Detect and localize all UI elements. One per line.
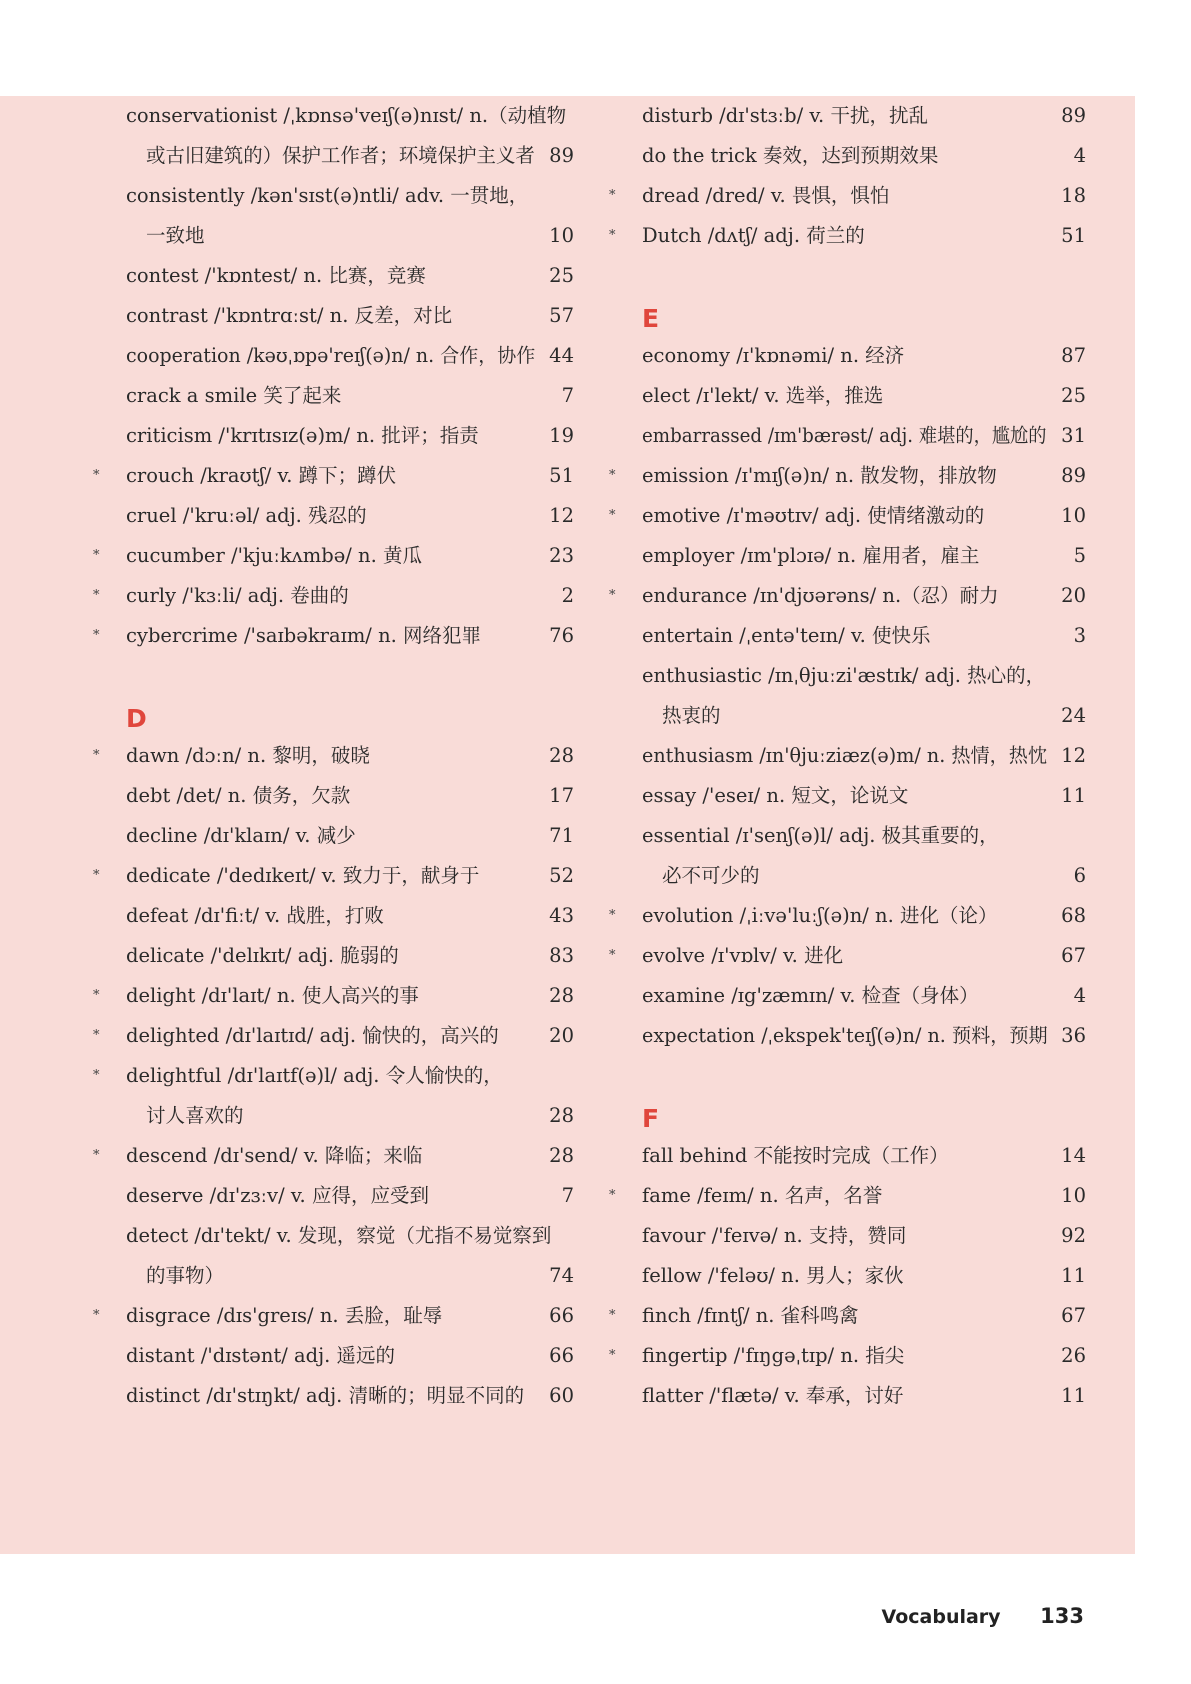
vocab-entry xyxy=(624,816,1086,856)
vocab-entry xyxy=(108,896,574,936)
vocab-entry xyxy=(624,376,1086,416)
vocab-entry-text: essential /ɪ'senʃ(ə)l/ adj. 极其重要的， xyxy=(642,824,999,847)
vocab-entry xyxy=(609,576,1086,616)
vocab-page-ref: 17 xyxy=(549,784,574,807)
vocab-entry-text: embarrassed /ɪm'bærəst/ adj. 难堪的，尴尬的 xyxy=(642,424,1047,447)
vocab-entry xyxy=(108,1176,574,1216)
footer-section-label: Vocabulary xyxy=(881,1606,1001,1628)
vocab-entry-text: 必不可少的 xyxy=(662,864,760,887)
vocab-entry xyxy=(93,576,574,616)
vocab-entry-continuation xyxy=(108,1256,574,1296)
vocab-entry xyxy=(108,936,574,976)
vocab-entry-text: descend /dɪ'send/ v. 降临；来临 xyxy=(126,1144,423,1167)
vocab-page-ref: 2 xyxy=(561,584,574,607)
vocab-entry-text: entertain /ˌentə'teɪn/ v. 使快乐 xyxy=(642,624,931,647)
vocab-entry xyxy=(624,416,1086,456)
vocab-entry xyxy=(609,1336,1086,1376)
vocab-entry-continuation xyxy=(624,696,1086,736)
star-marker-icon: * xyxy=(93,548,100,563)
vocab-entry-text: flatter /'flætə/ v. 奉承，讨好 xyxy=(642,1384,904,1407)
vocab-entry xyxy=(624,616,1086,656)
vocab-entry-text: emission /ɪ'mɪʃ(ə)n/ n. 散发物，排放物 xyxy=(642,464,997,487)
vocab-entry-text: expectation /ˌekspek'teɪʃ(ə)n/ n. 预料，预期 xyxy=(642,1024,1048,1047)
vocab-entry xyxy=(609,216,1086,256)
vocab-entry xyxy=(93,1296,574,1336)
vocab-entry-text: enthusiastic /ɪnˌθjuːzi'æstɪk/ adj. 热心的， xyxy=(642,664,1046,687)
vocab-entry xyxy=(624,1016,1086,1056)
vocab-entry-text: dread /dred/ v. 畏惧，惧怕 xyxy=(642,184,890,207)
vocab-entry-continuation xyxy=(108,1096,574,1136)
vocab-entry-text: curly /'kɜːli/ adj. 卷曲的 xyxy=(126,584,349,607)
vocab-page-ref: 74 xyxy=(549,1264,574,1287)
vocab-entry xyxy=(93,1056,574,1096)
star-marker-icon: * xyxy=(93,468,100,483)
vocab-page-ref: 12 xyxy=(549,504,574,527)
vocab-entry-text: fellow /'feləʊ/ n. 男人；家伙 xyxy=(642,1264,904,1287)
vocab-page-ref: 11 xyxy=(1061,1384,1086,1407)
vocab-page-ref: 87 xyxy=(1061,344,1086,367)
vocab-entry xyxy=(93,736,574,776)
vocab-entry-text: cooperation /kəʊˌɒpə'reɪʃ(ə)n/ n. 合作，协作 xyxy=(126,344,536,367)
vocab-page-ref: 66 xyxy=(549,1304,574,1327)
vocab-page-ref: 52 xyxy=(549,864,574,887)
vocab-entry xyxy=(624,776,1086,816)
star-marker-icon: * xyxy=(609,1348,616,1363)
vocab-page-ref: 5 xyxy=(1073,544,1086,567)
vocab-entry-text: employer /ɪm'plɔɪə/ n. 雇用者，雇主 xyxy=(642,544,980,567)
section-letter-heading xyxy=(624,296,1086,336)
vocab-entry-text: finch /fɪntʃ/ n. 雀科鸣禽 xyxy=(642,1304,859,1327)
vocab-entry-text: contrast /'kɒntrɑːst/ n. 反差，对比 xyxy=(126,304,453,327)
vocab-entry xyxy=(108,96,574,136)
vocab-entry-text: disgrace /dɪs'greɪs/ n. 丢脸，耻辱 xyxy=(126,1304,443,1327)
vocab-entry xyxy=(624,336,1086,376)
vocab-entry-text: dawn /dɔːn/ n. 黎明，破晓 xyxy=(126,744,370,767)
vocab-entry-continuation xyxy=(108,136,574,176)
vocab-entry xyxy=(609,176,1086,216)
vocab-entry xyxy=(609,496,1086,536)
vocab-page-ref: 24 xyxy=(1061,704,1086,727)
vocab-page-ref: 51 xyxy=(549,464,574,487)
footer-page-number: 133 xyxy=(1040,1604,1084,1628)
vocabulary-column-left xyxy=(93,96,574,1416)
vocab-entry xyxy=(93,616,574,656)
vocab-entry-text: 的事物） xyxy=(146,1264,225,1287)
vocab-entry-text: 讨人喜欢的 xyxy=(146,1104,244,1127)
vocab-page-ref: 20 xyxy=(549,1024,574,1047)
star-marker-icon: * xyxy=(93,988,100,1003)
section-letter-heading xyxy=(624,1096,1086,1136)
section-gap xyxy=(624,1056,1086,1096)
vocab-entry xyxy=(93,856,574,896)
vocab-page-ref: 19 xyxy=(549,424,574,447)
vocab-page-ref: 11 xyxy=(1061,784,1086,807)
vocab-page-ref: 71 xyxy=(549,824,574,847)
vocab-page-ref: 68 xyxy=(1061,904,1086,927)
vocab-entry-text: endurance /ɪn'djʊərəns/ n.（忍）耐力 xyxy=(642,584,999,607)
vocab-entry-continuation xyxy=(624,856,1086,896)
vocab-entry-text: defeat /dɪ'fiːt/ v. 战胜，打败 xyxy=(126,904,384,927)
star-marker-icon: * xyxy=(609,908,616,923)
vocab-entry xyxy=(108,496,574,536)
vocab-entry xyxy=(624,136,1086,176)
section-letter: E xyxy=(642,304,660,333)
vocab-entry-text: conservationist /ˌkɒnsə'veɪʃ(ə)nɪst/ n.（动植物 xyxy=(126,104,567,127)
vocab-entry xyxy=(108,816,574,856)
vocab-entry xyxy=(108,1376,574,1416)
vocab-page-ref: 10 xyxy=(1061,504,1086,527)
vocab-page-ref: 89 xyxy=(1061,104,1086,127)
vocab-entry xyxy=(624,736,1086,776)
vocab-page-ref: 67 xyxy=(1061,944,1086,967)
vocab-page-ref: 12 xyxy=(1061,744,1086,767)
vocab-entry-text: delicate /'delɪkɪt/ adj. 脆弱的 xyxy=(126,944,399,967)
vocab-entry xyxy=(609,896,1086,936)
star-marker-icon: * xyxy=(93,1068,100,1083)
vocab-entry xyxy=(624,976,1086,1016)
vocab-entry xyxy=(108,776,574,816)
vocab-entry xyxy=(624,656,1086,696)
section-letter-heading xyxy=(108,696,574,736)
vocab-page-ref: 7 xyxy=(561,384,574,407)
vocab-entry-text: cucumber /'kjuːkʌmbə/ n. 黄瓜 xyxy=(126,544,422,567)
vocab-entry-text: fall behind 不能按时完成（工作） xyxy=(642,1144,949,1167)
vocab-page-ref: 7 xyxy=(561,1184,574,1207)
vocab-entry xyxy=(624,1216,1086,1256)
vocab-page-ref: 43 xyxy=(549,904,574,927)
vocab-page-ref: 25 xyxy=(549,264,574,287)
vocab-entry-text: disturb /dɪ'stɜːb/ v. 干扰，扰乱 xyxy=(642,104,928,127)
vocab-page-ref: 92 xyxy=(1061,1224,1086,1247)
vocabulary-column-right xyxy=(609,96,1086,1416)
vocab-page-ref: 36 xyxy=(1061,1024,1086,1047)
vocab-entry xyxy=(609,1176,1086,1216)
vocab-entry xyxy=(108,1216,574,1256)
vocab-entry-text: distinct /dɪ'stɪŋkt/ adj. 清晰的；明显不同的 xyxy=(126,1384,525,1407)
star-marker-icon: * xyxy=(609,1308,616,1323)
vocab-entry xyxy=(93,976,574,1016)
vocab-page-ref: 10 xyxy=(549,224,574,247)
vocab-page-ref: 28 xyxy=(549,1104,574,1127)
section-letter: F xyxy=(642,1104,660,1133)
vocab-page-ref: 28 xyxy=(549,1144,574,1167)
vocab-page-ref: 23 xyxy=(549,544,574,567)
vocab-entry-text: economy /ɪ'kɒnəmi/ n. 经济 xyxy=(642,344,905,367)
star-marker-icon: * xyxy=(609,188,616,203)
vocab-entry xyxy=(108,296,574,336)
star-marker-icon: * xyxy=(609,1188,616,1203)
vocab-page-ref: 76 xyxy=(549,624,574,647)
vocab-entry-text: 热衷的 xyxy=(662,704,721,727)
vocab-entry-text: elect /ɪ'lekt/ v. 选举，推选 xyxy=(642,384,884,407)
star-marker-icon: * xyxy=(609,228,616,243)
star-marker-icon: * xyxy=(93,1308,100,1323)
vocab-entry-text: evolve /ɪ'vɒlv/ v. 进化 xyxy=(642,944,844,967)
vocab-entry xyxy=(624,1376,1086,1416)
vocab-entry xyxy=(108,336,574,376)
vocab-entry xyxy=(609,936,1086,976)
vocab-entry-text: detect /dɪ'tekt/ v. 发现，察觉（尤指不易觉察到 xyxy=(126,1224,552,1247)
star-marker-icon: * xyxy=(609,508,616,523)
star-marker-icon: * xyxy=(93,748,100,763)
vocab-entry-continuation xyxy=(108,216,574,256)
vocab-page-ref: 4 xyxy=(1073,144,1086,167)
vocab-entry-text: consistently /kən'sɪst(ə)ntli/ adv. 一贯地， xyxy=(126,184,529,207)
vocab-entry-text: delight /dɪ'laɪt/ n. 使人高兴的事 xyxy=(126,984,419,1007)
vocab-entry xyxy=(93,536,574,576)
star-marker-icon: * xyxy=(93,1148,100,1163)
section-gap xyxy=(624,256,1086,296)
vocab-entry-text: examine /ɪg'zæmɪn/ v. 检查（身体） xyxy=(642,984,979,1007)
vocab-page-ref: 83 xyxy=(549,944,574,967)
vocab-entry-text: debt /det/ n. 债务，欠款 xyxy=(126,784,351,807)
vocab-entry-text: fame /feɪm/ n. 名声，名誉 xyxy=(642,1184,883,1207)
vocab-entry-text: favour /'feɪvə/ n. 支持，赞同 xyxy=(642,1224,907,1247)
vocab-entry-text: distant /'dɪstənt/ adj. 遥远的 xyxy=(126,1344,396,1367)
page-footer xyxy=(882,1596,1084,1636)
vocab-entry-text: crack a smile 笑了起来 xyxy=(126,384,342,407)
star-marker-icon: * xyxy=(93,1028,100,1043)
vocab-entry xyxy=(108,176,574,216)
vocab-page-ref: 18 xyxy=(1061,184,1086,207)
star-marker-icon: * xyxy=(609,588,616,603)
star-marker-icon: * xyxy=(609,468,616,483)
vocab-page-ref: 10 xyxy=(1061,1184,1086,1207)
vocab-entry xyxy=(108,416,574,456)
section-letter: D xyxy=(126,704,147,733)
star-marker-icon: * xyxy=(93,868,100,883)
vocab-entry-text: Dutch /dʌtʃ/ adj. 荷兰的 xyxy=(642,224,865,247)
vocab-page-ref: 6 xyxy=(1073,864,1086,887)
vocab-page-ref: 60 xyxy=(549,1384,574,1407)
vocab-entry-text: 或古旧建筑的）保护工作者；环境保护主义者 xyxy=(146,144,535,167)
vocab-entry-text: delightful /dɪ'laɪtf(ə)l/ adj. 令人愉快的， xyxy=(126,1064,503,1087)
vocab-entry-text: cybercrime /'saɪbəkraɪm/ n. 网络犯罪 xyxy=(126,624,482,647)
vocab-entry xyxy=(108,376,574,416)
vocab-page-ref: 57 xyxy=(549,304,574,327)
vocab-page-ref: 89 xyxy=(549,144,574,167)
vocab-page-ref: 51 xyxy=(1061,224,1086,247)
vocab-page-ref: 25 xyxy=(1061,384,1086,407)
vocab-entry-text: 一致地 xyxy=(146,224,205,247)
vocab-entry-text: fingertip /'fɪŋgəˌtɪp/ n. 指尖 xyxy=(642,1344,905,1367)
star-marker-icon: * xyxy=(93,628,100,643)
star-marker-icon: * xyxy=(93,588,100,603)
vocab-entry xyxy=(624,536,1086,576)
vocab-entry-text: criticism /'krɪtɪsɪz(ə)m/ n. 批评；指责 xyxy=(126,424,479,447)
vocab-page-ref: 31 xyxy=(1061,424,1086,447)
vocab-entry-text: delighted /dɪ'laɪtɪd/ adj. 愉快的，高兴的 xyxy=(126,1024,499,1047)
vocab-entry xyxy=(93,456,574,496)
vocab-page-ref: 44 xyxy=(549,344,574,367)
vocab-entry-text: cruel /'kruːəl/ adj. 残忍的 xyxy=(126,504,367,527)
vocab-page-ref: 20 xyxy=(1061,584,1086,607)
vocab-page-ref: 67 xyxy=(1061,1304,1086,1327)
section-gap xyxy=(108,656,574,696)
vocab-page-ref: 28 xyxy=(549,984,574,1007)
vocab-entry-text: enthusiasm /ɪn'θjuːziæz(ə)m/ n. 热情，热忱 xyxy=(642,744,1047,767)
vocab-entry-text: do the trick 奏效，达到预期效果 xyxy=(642,144,939,167)
vocab-entry-text: deserve /dɪ'zɜːv/ v. 应得，应受到 xyxy=(126,1184,429,1207)
star-marker-icon: * xyxy=(609,948,616,963)
vocab-entry xyxy=(93,1136,574,1176)
vocab-entry xyxy=(609,1296,1086,1336)
vocab-entry xyxy=(108,256,574,296)
vocab-entry xyxy=(108,1336,574,1376)
vocab-entry xyxy=(93,1016,574,1056)
vocab-page-ref: 28 xyxy=(549,744,574,767)
vocab-page-ref: 4 xyxy=(1073,984,1086,1007)
vocab-entry xyxy=(609,456,1086,496)
vocab-page-ref: 11 xyxy=(1061,1264,1086,1287)
vocab-page-ref: 66 xyxy=(549,1344,574,1367)
vocab-entry-text: evolution /ˌiːvə'luːʃ(ə)n/ n. 进化（论） xyxy=(642,904,998,927)
vocab-page-ref: 3 xyxy=(1073,624,1086,647)
vocab-entry-text: decline /dɪ'klaɪn/ v. 减少 xyxy=(126,824,356,847)
vocab-page-ref: 14 xyxy=(1061,1144,1086,1167)
vocab-page-ref: 26 xyxy=(1061,1344,1086,1367)
vocab-entry xyxy=(624,1136,1086,1176)
vocab-entry-text: crouch /kraʊtʃ/ v. 蹲下；蹲伏 xyxy=(126,464,397,487)
vocab-entry xyxy=(624,1256,1086,1296)
vocab-page-ref: 89 xyxy=(1061,464,1086,487)
vocab-entry-text: dedicate /'dedɪkeɪt/ v. 致力于，献身于 xyxy=(126,864,480,887)
vocab-entry-text: contest /'kɒntest/ n. 比赛，竞赛 xyxy=(126,264,426,287)
vocab-entry-text: emotive /ɪ'məʊtɪv/ adj. 使情绪激动的 xyxy=(642,504,985,527)
vocab-entry xyxy=(624,96,1086,136)
vocab-entry-text: essay /'eseɪ/ n. 短文，论说文 xyxy=(642,784,909,807)
